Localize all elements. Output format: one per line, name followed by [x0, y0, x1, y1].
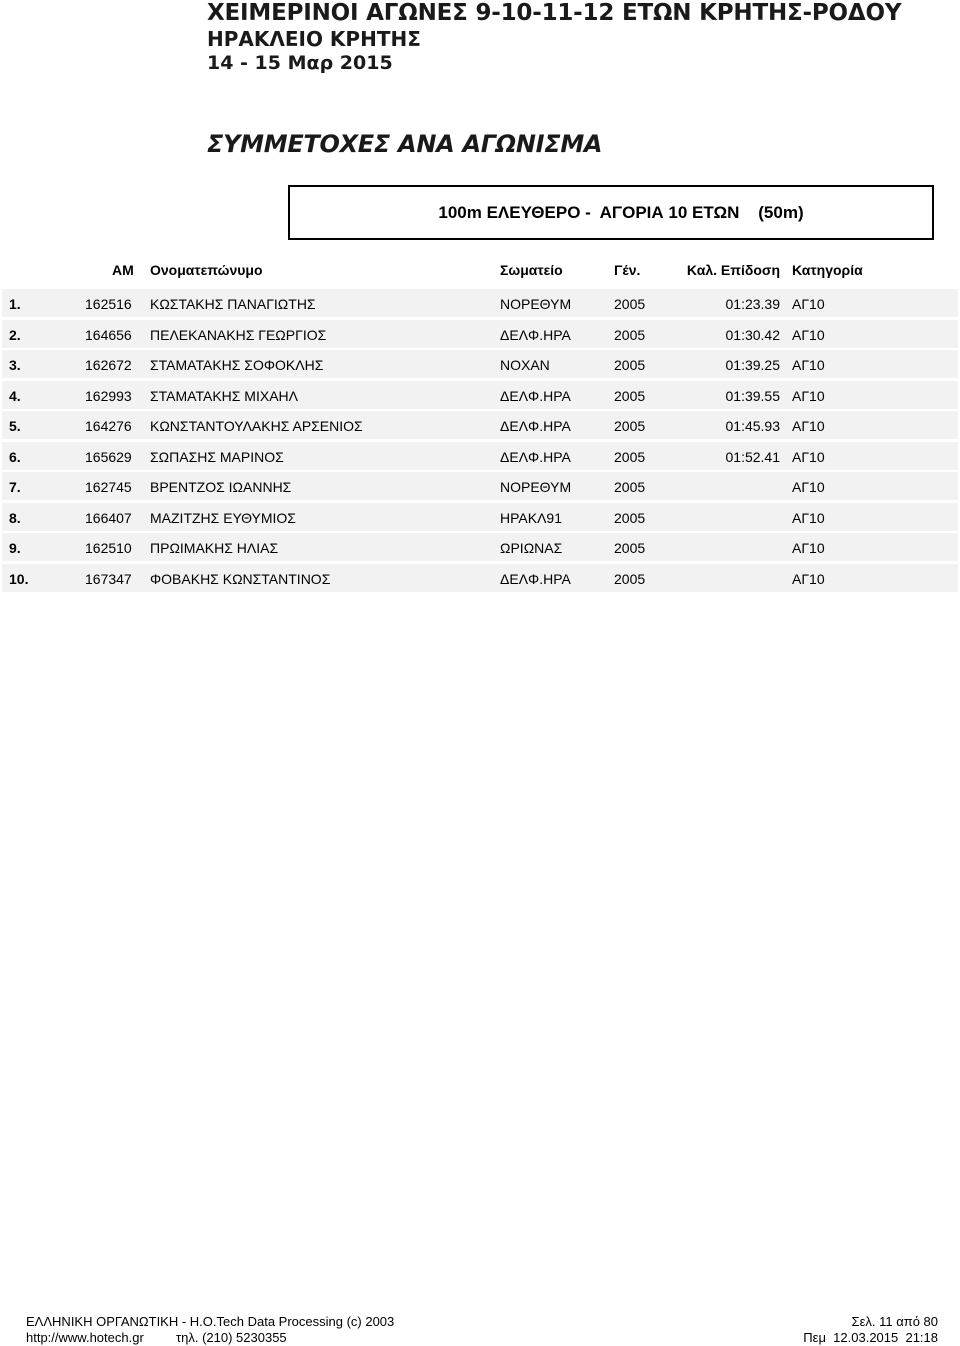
row-entry-time: 01:39.55 [725, 387, 780, 404]
footer-page-number: Σελ. 11 από 80 [851, 1314, 938, 1329]
row-am: 162745 [85, 479, 132, 495]
footer-org: ΕΛΛΗΝΙΚΗ ΟΡΓΑΝΩΤΙΚΗ - Η.Ο.Tech Data Processing (c) 2003 [26, 1314, 395, 1329]
table-row [0, 564, 960, 595]
table-row [0, 503, 960, 534]
row-category: ΑΓ10 [792, 387, 825, 404]
row-am: 164656 [85, 326, 132, 343]
row-club: ΗΡΑΚΛ91 [500, 509, 563, 526]
row-am: 162672 [85, 357, 132, 373]
row-rank: 4. [9, 387, 21, 404]
column-header-year: Γέν. [614, 262, 641, 278]
row-club: ΔΕΛΦ.ΗΡΑ [500, 448, 571, 465]
row-category: ΑΓ10 [792, 570, 825, 587]
row-name: ΚΩΣΤΑΚΗΣ ΠΑΝΑΓΙΩΤΗΣ [150, 296, 316, 312]
row-am: 166407 [85, 509, 132, 526]
row-category: ΑΓ10 [792, 509, 825, 526]
row-rank: 6. [9, 448, 21, 465]
row-category: ΑΓ10 [792, 326, 825, 343]
entries-table [0, 289, 960, 594]
row-year: 2005 [614, 387, 646, 404]
document-location: ΗΡΑΚΛΕΙΟ ΚΡΗΤΗΣ [207, 27, 421, 51]
row-name: ΒΡΕΝΤΖΟΣ ΙΩΑΝΝΗΣ [150, 479, 292, 495]
document-date: 14 - 15 Μαρ 2015 [207, 52, 393, 74]
row-rank: 8. [9, 509, 21, 526]
row-category: ΑΓ10 [792, 479, 825, 495]
row-category: ΑΓ10 [792, 296, 825, 312]
table-row [0, 472, 960, 503]
row-club: ΩΡΙΩΝΑΣ [500, 540, 563, 556]
row-club: ΔΕΛΦ.ΗΡΑ [500, 387, 571, 404]
row-entry-time: 01:30.42 [725, 326, 780, 343]
row-am: 164276 [85, 418, 132, 434]
row-year: 2005 [614, 296, 646, 312]
column-header-category: Κατηγορία [792, 262, 863, 278]
table-row [0, 442, 960, 473]
event-box [288, 185, 934, 240]
column-header-club: Σωματείο [500, 262, 563, 278]
row-entry-time: 01:45.93 [725, 418, 780, 434]
row-club: ΝΟΡΕΘΥΜ [500, 296, 572, 312]
column-header-name: Ονοματεπώνυμο [150, 262, 263, 278]
event-title: 100m ΕΛΕΥΘΕΡΟ - ΑΓΟΡΙΑ 10 ΕΤΩΝ (50m) [438, 203, 804, 222]
row-year: 2005 [614, 509, 646, 526]
table-row [0, 320, 960, 351]
row-year: 2005 [614, 326, 646, 343]
row-rank: 1. [9, 296, 21, 312]
row-year: 2005 [614, 418, 646, 434]
row-am: 162993 [85, 387, 132, 404]
footer-print-date: Πεμ 12.03.2015 21:18 [803, 1330, 938, 1345]
row-rank: 9. [9, 540, 21, 556]
table-row [0, 350, 960, 381]
row-name: ΜΑΖΙΤΖΗΣ ΕΥΘΥΜΙΟΣ [150, 509, 296, 526]
section-title: ΣΥΜΜΕΤΟΧΕΣ ΑΝΑ ΑΓΩΝΙΣΜΑ [207, 130, 603, 158]
row-club: ΔΕΛΦ.ΗΡΑ [500, 326, 571, 343]
column-header-entry-time: Καλ. Επίδοση [686, 262, 780, 278]
row-entry-time: 01:23.39 [725, 296, 780, 312]
row-year: 2005 [614, 357, 646, 373]
table-row [0, 533, 960, 564]
row-rank: 2. [9, 326, 21, 343]
document-title: ΧΕΙΜΕΡΙΝΟΙ ΑΓΩΝΕΣ 9-10-11-12 ΕΤΩΝ ΚΡΗΤΗΣ-ΡΟΔΟΥ [207, 0, 902, 26]
table-row [0, 289, 960, 320]
row-category: ΑΓ10 [792, 448, 825, 465]
row-name: ΣΩΠΑΣΗΣ ΜΑΡΙΝΟΣ [150, 448, 284, 465]
row-category: ΑΓ10 [792, 540, 825, 556]
row-entry-time: 01:39.25 [725, 357, 780, 373]
column-header-am: ΑΜ [112, 262, 134, 278]
row-name: ΠΡΩΙΜΑΚΗΣ ΗΛΙΑΣ [150, 540, 279, 556]
row-am: 167347 [85, 570, 132, 587]
row-name: ΣΤΑΜΑΤΑΚΗΣ ΜΙΧΑΗΛ [150, 387, 298, 404]
row-rank: 7. [9, 479, 21, 495]
table-row [0, 411, 960, 442]
row-rank: 5. [9, 418, 21, 434]
row-category: ΑΓ10 [792, 357, 825, 373]
row-name: ΣΤΑΜΑΤΑΚΗΣ ΣΟΦΟΚΛΗΣ [150, 357, 324, 373]
row-year: 2005 [614, 479, 646, 495]
page-footer [0, 1313, 960, 1346]
footer-url: http://www.hotech.gr [26, 1330, 144, 1345]
row-club: ΝΟΡΕΘΥΜ [500, 479, 572, 495]
row-name: ΚΩΝΣΤΑΝΤΟΥΛΑΚΗΣ ΑΡΣΕΝΙΟΣ [150, 418, 363, 434]
row-year: 2005 [614, 540, 646, 556]
row-year: 2005 [614, 448, 646, 465]
row-club: ΔΕΛΦ.ΗΡΑ [500, 570, 571, 587]
table-header [0, 262, 960, 282]
row-year: 2005 [614, 570, 646, 587]
row-am: 162516 [85, 296, 132, 312]
row-club: ΝΟΧΑΝ [500, 357, 550, 373]
row-entry-time: 01:52.41 [725, 448, 780, 465]
table-row [0, 381, 960, 412]
row-rank: 10. [9, 570, 29, 587]
row-name: ΠΕΛΕΚΑΝΑΚΗΣ ΓΕΩΡΓΙΟΣ [150, 326, 327, 343]
row-am: 162510 [85, 540, 132, 556]
row-rank: 3. [9, 357, 21, 373]
row-am: 165629 [85, 448, 132, 465]
row-category: ΑΓ10 [792, 418, 825, 434]
row-name: ΦΟΒΑΚΗΣ ΚΩΝΣΤΑΝΤΙΝΟΣ [150, 570, 331, 587]
row-club: ΔΕΛΦ.ΗΡΑ [500, 418, 571, 434]
footer-phone: τηλ. (210) 5230355 [176, 1330, 287, 1345]
